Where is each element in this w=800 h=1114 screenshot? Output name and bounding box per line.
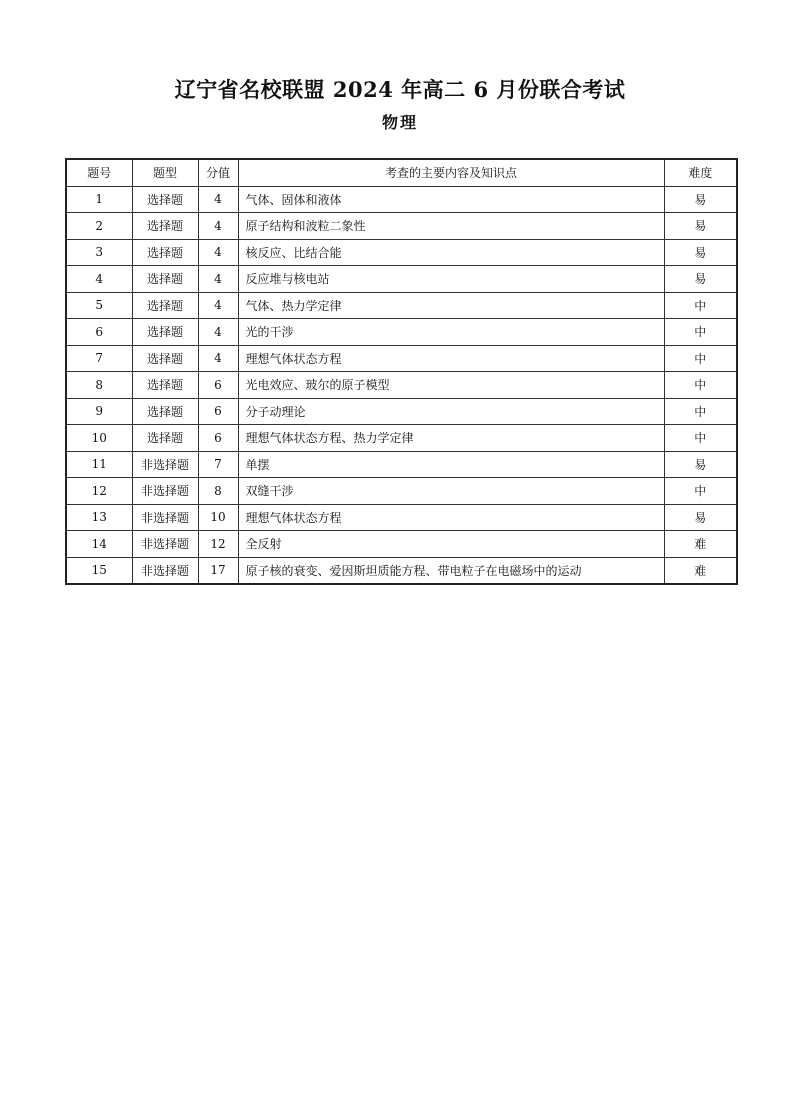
cell-type: 选择题 [132, 398, 198, 425]
cell-difficulty: 易 [664, 266, 737, 293]
table-row [66, 239, 737, 266]
cell-score: 17 [198, 557, 238, 584]
cell-type: 选择题 [132, 372, 198, 399]
cell-content: 理想气体状态方程、热力学定律 [238, 425, 664, 452]
cell-difficulty: 中 [664, 425, 737, 452]
cell-content: 反应堆与核电站 [238, 266, 664, 293]
cell-score: 4 [198, 345, 238, 372]
cell-difficulty: 易 [664, 451, 737, 478]
cell-number: 3 [66, 239, 132, 266]
cell-type: 选择题 [132, 186, 198, 213]
cell-number: 12 [66, 478, 132, 505]
table-row [66, 425, 737, 452]
cell-type: 非选择题 [132, 504, 198, 531]
cell-number: 11 [66, 451, 132, 478]
cell-content: 核反应、比结合能 [238, 239, 664, 266]
cell-difficulty: 中 [664, 292, 737, 319]
column-header-number: 题号 [66, 159, 132, 186]
page-subtitle: 物理 [381, 113, 418, 132]
cell-score: 8 [198, 478, 238, 505]
cell-difficulty: 易 [664, 504, 737, 531]
cell-type: 选择题 [132, 425, 198, 452]
cell-content: 单摆 [238, 451, 664, 478]
cell-score: 6 [198, 372, 238, 399]
cell-content: 分子动理论 [238, 398, 664, 425]
cell-score: 4 [198, 292, 238, 319]
cell-type: 非选择题 [132, 478, 198, 505]
cell-difficulty: 中 [664, 398, 737, 425]
cell-number: 14 [66, 531, 132, 558]
cell-content: 理想气体状态方程 [238, 345, 664, 372]
cell-number: 10 [66, 425, 132, 452]
table-row [66, 478, 737, 505]
table-row [66, 531, 737, 558]
cell-type: 选择题 [132, 213, 198, 240]
cell-type: 选择题 [132, 319, 198, 346]
table-row [66, 504, 737, 531]
cell-score: 4 [198, 186, 238, 213]
cell-score: 4 [198, 319, 238, 346]
cell-type: 选择题 [132, 345, 198, 372]
table-row [66, 398, 737, 425]
cell-content: 全反射 [238, 531, 664, 558]
cell-score: 10 [198, 504, 238, 531]
cell-difficulty: 中 [664, 345, 737, 372]
column-header-content: 考查的主要内容及知识点 [238, 159, 664, 186]
cell-number: 7 [66, 345, 132, 372]
table-row [66, 451, 737, 478]
cell-type: 选择题 [132, 239, 198, 266]
cell-content: 光电效应、玻尔的原子模型 [238, 372, 664, 399]
cell-difficulty: 中 [664, 372, 737, 399]
table-header-row [66, 159, 737, 186]
cell-score: 6 [198, 425, 238, 452]
cell-type: 非选择题 [132, 531, 198, 558]
cell-number: 2 [66, 213, 132, 240]
cell-content: 原子核的衰变、爱因斯坦质能方程、带电粒子在电磁场中的运动 [238, 557, 664, 584]
cell-score: 6 [198, 398, 238, 425]
cell-number: 9 [66, 398, 132, 425]
cell-content: 原子结构和波粒二象性 [238, 213, 664, 240]
cell-difficulty: 易 [664, 186, 737, 213]
table-row [66, 345, 737, 372]
cell-number: 1 [66, 186, 132, 213]
table-row [66, 557, 737, 584]
table-row [66, 319, 737, 346]
cell-difficulty: 中 [664, 319, 737, 346]
table-row [66, 213, 737, 240]
cell-number: 5 [66, 292, 132, 319]
cell-difficulty: 难 [664, 557, 737, 584]
cell-content: 理想气体状态方程 [238, 504, 664, 531]
cell-score: 4 [198, 266, 238, 293]
cell-difficulty: 中 [664, 478, 737, 505]
table-row [66, 292, 737, 319]
cell-difficulty: 易 [664, 213, 737, 240]
table-row [66, 186, 737, 213]
cell-score: 7 [198, 451, 238, 478]
column-header-score: 分值 [198, 159, 238, 186]
cell-type: 选择题 [132, 266, 198, 293]
cell-score: 12 [198, 531, 238, 558]
table-row [66, 372, 737, 399]
cell-number: 15 [66, 557, 132, 584]
page-title: 辽宁省名校联盟 2024 年高二 6 月份联合考试 [174, 77, 626, 102]
column-header-type: 题型 [132, 159, 198, 186]
table-row [66, 266, 737, 293]
cell-content: 光的干涉 [238, 319, 664, 346]
cell-content: 气体、热力学定律 [238, 292, 664, 319]
column-header-difficulty: 难度 [664, 159, 737, 186]
cell-difficulty: 难 [664, 531, 737, 558]
cell-difficulty: 易 [664, 239, 737, 266]
cell-type: 非选择题 [132, 451, 198, 478]
cell-number: 13 [66, 504, 132, 531]
cell-content: 双缝干涉 [238, 478, 664, 505]
cell-content: 气体、固体和液体 [238, 186, 664, 213]
cell-type: 非选择题 [132, 557, 198, 584]
cell-number: 6 [66, 319, 132, 346]
cell-score: 4 [198, 239, 238, 266]
cell-type: 选择题 [132, 292, 198, 319]
cell-number: 4 [66, 266, 132, 293]
exam-analysis-table [65, 158, 738, 585]
cell-score: 4 [198, 213, 238, 240]
cell-number: 8 [66, 372, 132, 399]
